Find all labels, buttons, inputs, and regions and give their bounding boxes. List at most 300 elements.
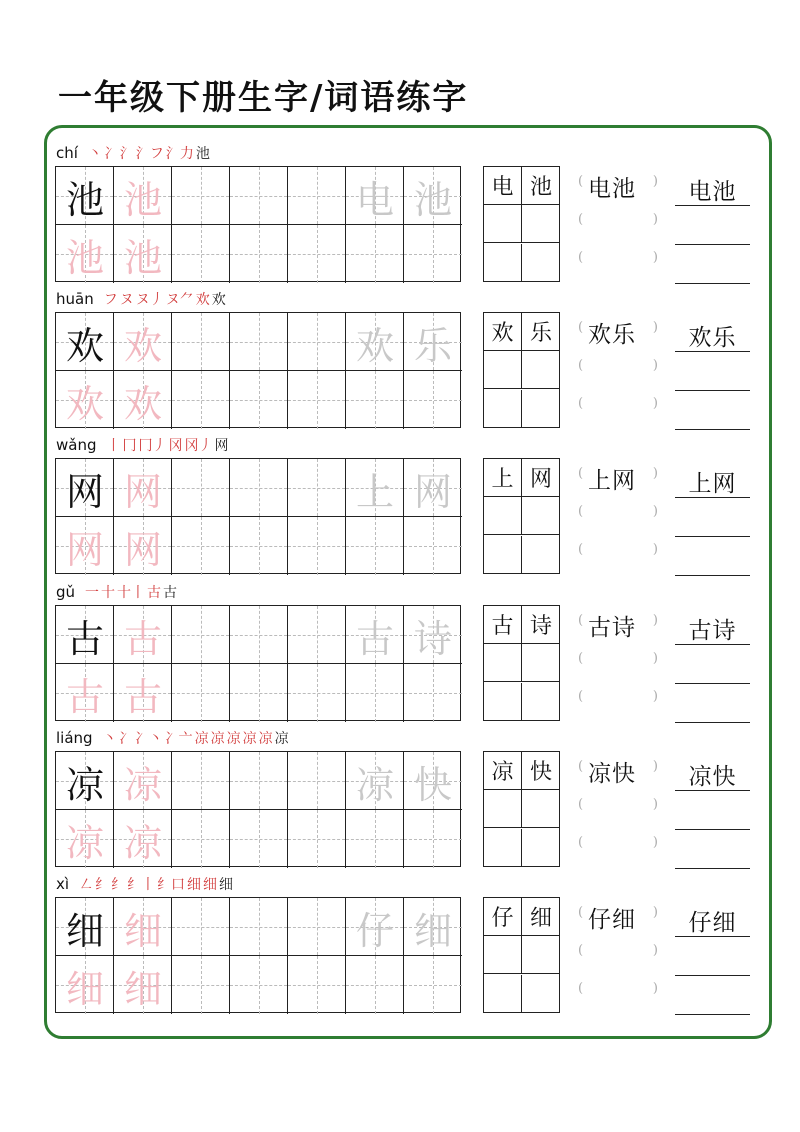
stroke-step: ヌ丿 (135, 292, 164, 308)
word-cell[interactable]: 诗 (522, 606, 560, 644)
paren-blank[interactable] (578, 394, 658, 418)
left-paren: ( (578, 981, 584, 996)
tian-cell[interactable] (404, 313, 462, 371)
tian-cell[interactable] (172, 371, 230, 429)
right-paren: ) (652, 759, 658, 774)
tian-cell[interactable] (56, 459, 114, 517)
tian-cell[interactable] (56, 752, 114, 810)
stroke-step: 凉 (274, 731, 289, 747)
tian-cell[interactable] (172, 810, 230, 868)
word-cell[interactable]: 网 (522, 459, 560, 497)
right-paren: ) (652, 689, 658, 704)
char-section (0, 435, 800, 581)
tian-cell[interactable] (404, 225, 462, 283)
word-cell[interactable] (522, 790, 560, 828)
tian-cell[interactable] (288, 517, 346, 575)
tian-cell[interactable] (172, 898, 230, 956)
right-paren: ) (652, 797, 658, 812)
page-title: 一年级下册生字/词语练字 (58, 78, 469, 118)
word-cell[interactable] (484, 205, 522, 243)
write-line[interactable] (675, 790, 750, 791)
left-paren: ( (578, 835, 584, 850)
tian-cell[interactable] (230, 225, 288, 283)
write-line[interactable] (675, 351, 750, 352)
stroke-step: 池 (195, 146, 210, 162)
word-cell[interactable] (522, 205, 560, 243)
word-cell[interactable]: 乐 (522, 313, 560, 351)
trace-character: 快 (413, 762, 452, 807)
write-line[interactable] (675, 205, 750, 206)
pinyin-stroke-row (56, 581, 177, 603)
tian-cell[interactable] (114, 606, 172, 664)
word-cell[interactable] (484, 351, 522, 389)
stroke-step: 凉 (226, 731, 241, 747)
word-cell[interactable] (522, 644, 560, 682)
tian-cell[interactable] (114, 956, 172, 1014)
word-cell[interactable] (484, 390, 522, 428)
write-line[interactable] (675, 829, 750, 830)
trace-character: 池 (413, 177, 452, 222)
practice-grid (55, 166, 461, 282)
word-cell[interactable]: 细 (522, 898, 560, 936)
model-character: 古 (65, 616, 104, 661)
trace-character: 乐 (413, 323, 452, 368)
trace-character: 欢 (123, 323, 162, 368)
paren-blank (578, 464, 658, 494)
trace-character: 细 (123, 908, 162, 953)
underline-word: 凉快 (688, 764, 737, 790)
paren-word: 仔细 (588, 907, 636, 933)
tian-cell[interactable] (404, 371, 462, 429)
model-character: 欢 (65, 323, 104, 368)
tian-cell[interactable] (288, 225, 346, 283)
word-grid (483, 751, 560, 867)
left-paren: ( (578, 396, 584, 411)
stroke-step: 冂 (122, 438, 137, 454)
trace-character: 网 (413, 469, 452, 514)
paren-blank[interactable] (578, 248, 658, 272)
tian-cell[interactable] (114, 167, 172, 225)
practice-grid (55, 751, 461, 867)
stroke-step: 冫 (103, 146, 118, 162)
stroke-step: 细 (187, 877, 202, 893)
tian-cell[interactable] (56, 167, 114, 225)
practice-grid (55, 458, 461, 574)
underline-word: 仔细 (688, 910, 737, 936)
stroke-step: 一 (85, 585, 100, 601)
tian-cell[interactable] (172, 313, 230, 371)
tian-cell[interactable] (230, 810, 288, 868)
paren-blank (578, 757, 658, 787)
paren-blank (578, 611, 658, 641)
paren-blank (578, 172, 658, 202)
trace-character: 池 (123, 235, 162, 280)
trace-character: 古 (123, 616, 162, 661)
paren-word: 上网 (588, 468, 636, 494)
paren-blank[interactable] (578, 649, 658, 673)
write-line[interactable] (675, 429, 750, 430)
right-paren: ) (652, 358, 658, 373)
word-cell[interactable]: 池 (522, 167, 560, 205)
tian-cell[interactable] (230, 956, 288, 1014)
tian-cell[interactable] (56, 606, 114, 664)
paren-word: 电池 (588, 176, 636, 202)
write-line[interactable] (675, 975, 750, 976)
pinyin-stroke-row (56, 727, 289, 749)
tian-cell[interactable] (230, 459, 288, 517)
left-paren: ( (578, 689, 584, 704)
word-cell[interactable] (484, 829, 522, 867)
tian-cell[interactable] (56, 517, 114, 575)
tian-cell[interactable] (56, 956, 114, 1014)
pinyin-label: huān (56, 290, 94, 308)
tian-cell[interactable] (288, 956, 346, 1014)
write-line[interactable] (675, 936, 750, 937)
tian-cell[interactable] (56, 664, 114, 722)
tian-cell[interactable] (288, 167, 346, 225)
tian-cell[interactable] (346, 606, 404, 664)
write-line[interactable] (675, 390, 750, 391)
tian-cell[interactable] (404, 459, 462, 517)
stroke-step: 古 (147, 585, 162, 601)
word-grid (483, 312, 560, 428)
tian-cell[interactable] (346, 459, 404, 517)
pinyin-label: gǔ (56, 583, 76, 601)
stroke-step: 纟 (111, 877, 126, 893)
tian-cell[interactable] (230, 167, 288, 225)
right-paren: ) (652, 504, 658, 519)
left-paren: ( (578, 466, 584, 481)
word-cell[interactable] (484, 536, 522, 574)
stroke-step: 十 (101, 585, 116, 601)
trace-character: 凉 (123, 820, 162, 865)
word-cell[interactable] (522, 975, 560, 1013)
word-cell[interactable] (522, 683, 560, 721)
tian-cell[interactable] (114, 517, 172, 575)
tian-cell[interactable] (172, 606, 230, 664)
tian-cell[interactable] (404, 606, 462, 664)
paren-blank[interactable] (578, 833, 658, 857)
write-line[interactable] (675, 536, 750, 537)
word-grid (483, 458, 560, 574)
tian-cell[interactable] (346, 956, 404, 1014)
paren-word: 欢乐 (588, 322, 636, 348)
left-paren: ( (578, 651, 584, 666)
char-section (0, 874, 800, 1020)
left-paren: ( (578, 943, 584, 958)
word-cell[interactable] (484, 936, 522, 974)
pinyin-stroke-row (56, 873, 233, 895)
stroke-step: 冂丿 (138, 438, 167, 454)
stroke-order (88, 143, 210, 163)
tian-cell[interactable] (56, 810, 114, 868)
paren-blank[interactable] (578, 502, 658, 526)
paren-blank[interactable] (578, 210, 658, 234)
right-paren: ) (652, 943, 658, 958)
trace-character: 网 (65, 527, 104, 572)
stroke-step: ㇜ (79, 877, 94, 893)
right-paren: ) (652, 212, 658, 227)
tian-cell[interactable] (230, 898, 288, 956)
word-cell[interactable] (484, 244, 522, 282)
tian-cell[interactable] (114, 225, 172, 283)
stroke-step: フ (103, 292, 118, 308)
tian-cell[interactable] (404, 956, 462, 1014)
left-paren: ( (578, 250, 584, 265)
word-cell[interactable]: 仔 (484, 898, 522, 936)
stroke-step: 凉 (210, 731, 225, 747)
write-line[interactable] (675, 244, 750, 245)
paren-blank (578, 903, 658, 933)
trace-character: 池 (65, 235, 104, 280)
tian-cell[interactable] (346, 752, 404, 810)
tian-cell[interactable] (288, 752, 346, 810)
trace-character: 古 (65, 674, 104, 719)
right-paren: ) (652, 981, 658, 996)
stroke-order (85, 582, 177, 602)
write-line[interactable] (675, 722, 750, 723)
paren-blank[interactable] (578, 795, 658, 819)
model-character: 网 (65, 469, 104, 514)
right-paren: ) (652, 174, 658, 189)
right-paren: ) (652, 613, 658, 628)
write-line[interactable] (675, 283, 750, 284)
tian-cell[interactable] (114, 752, 172, 810)
stroke-step: 氵 (119, 146, 134, 162)
tian-cell[interactable] (288, 664, 346, 722)
left-paren: ( (578, 174, 584, 189)
paren-blank (578, 318, 658, 348)
stroke-step: 纟 (95, 877, 110, 893)
tian-cell[interactable] (404, 167, 462, 225)
trace-character: 电 (355, 177, 394, 222)
left-paren: ( (578, 504, 584, 519)
word-cell[interactable] (522, 829, 560, 867)
word-cell[interactable] (522, 536, 560, 574)
tian-cell[interactable] (56, 313, 114, 371)
word-cell[interactable] (484, 644, 522, 682)
write-line[interactable] (675, 1014, 750, 1015)
word-cell[interactable] (484, 975, 522, 1013)
word-cell[interactable] (522, 390, 560, 428)
word-cell[interactable] (522, 497, 560, 535)
tian-cell[interactable] (404, 898, 462, 956)
trace-character: 凉 (123, 762, 162, 807)
pinyin-label: liáng (56, 729, 93, 747)
trace-character: 细 (123, 966, 162, 1011)
tian-cell[interactable] (404, 664, 462, 722)
word-cell[interactable] (484, 683, 522, 721)
tian-cell[interactable] (346, 167, 404, 225)
write-line[interactable] (675, 497, 750, 498)
stroke-step: 冈丿 (184, 438, 213, 454)
pinyin-label: xì (56, 875, 70, 893)
left-paren: ( (578, 759, 584, 774)
stroke-step: ヌ⺈ (165, 292, 194, 308)
tian-cell[interactable] (346, 371, 404, 429)
word-cell[interactable]: 凉 (484, 752, 522, 790)
tian-cell[interactable] (172, 225, 230, 283)
left-paren: ( (578, 212, 584, 227)
stroke-step: 氵フ (135, 146, 164, 162)
word-cell[interactable] (484, 790, 522, 828)
tian-cell[interactable] (404, 517, 462, 575)
right-paren: ) (652, 320, 658, 335)
trace-character: 网 (123, 527, 162, 572)
trace-character: 凉 (65, 820, 104, 865)
stroke-step: 纟丨 (127, 877, 156, 893)
trace-character: 欢 (355, 323, 394, 368)
stroke-step: ヌ (119, 292, 134, 308)
tian-cell[interactable] (230, 606, 288, 664)
model-character: 细 (65, 908, 104, 953)
tian-cell[interactable] (114, 664, 172, 722)
tian-cell[interactable] (230, 517, 288, 575)
paren-blank[interactable] (578, 687, 658, 711)
stroke-step: 丶 (87, 146, 102, 162)
char-section (0, 143, 800, 289)
word-grid (483, 166, 560, 282)
stroke-step: 纟口 (157, 877, 186, 893)
trace-character: 上 (355, 469, 394, 514)
tian-cell[interactable] (230, 371, 288, 429)
tian-cell[interactable] (172, 517, 230, 575)
pinyin-label: wǎng (56, 436, 97, 454)
word-cell[interactable]: 欢 (484, 313, 522, 351)
left-paren: ( (578, 542, 584, 557)
tian-cell[interactable] (346, 810, 404, 868)
word-cell[interactable]: 电 (484, 167, 522, 205)
pinyin-stroke-row (56, 142, 210, 164)
word-cell[interactable] (484, 497, 522, 535)
stroke-step: 细 (203, 877, 218, 893)
tian-cell[interactable] (404, 810, 462, 868)
stroke-step: 氵力 (165, 146, 194, 162)
trace-character: 欢 (65, 381, 104, 426)
tian-cell[interactable] (172, 459, 230, 517)
tian-cell[interactable] (288, 371, 346, 429)
left-paren: ( (578, 613, 584, 628)
trace-character: 古 (123, 674, 162, 719)
stroke-order (107, 435, 229, 455)
tian-cell[interactable] (346, 225, 404, 283)
stroke-step: 丶 (102, 731, 117, 747)
tian-cell[interactable] (288, 313, 346, 371)
word-cell[interactable] (522, 351, 560, 389)
right-paren: ) (652, 651, 658, 666)
tian-cell[interactable] (114, 898, 172, 956)
tian-cell[interactable] (288, 898, 346, 956)
tian-cell[interactable] (114, 371, 172, 429)
tian-cell[interactable] (56, 898, 114, 956)
left-paren: ( (578, 320, 584, 335)
underline-word: 欢乐 (688, 325, 737, 351)
tian-cell[interactable] (56, 225, 114, 283)
right-paren: ) (652, 835, 658, 850)
practice-grid (55, 312, 461, 428)
tian-cell[interactable] (288, 459, 346, 517)
tian-cell[interactable] (172, 956, 230, 1014)
paren-blank[interactable] (578, 979, 658, 1003)
pinyin-label: chí (56, 144, 78, 162)
tian-cell[interactable] (230, 752, 288, 810)
write-line[interactable] (675, 868, 750, 869)
tian-cell[interactable] (288, 606, 346, 664)
trace-character: 细 (65, 966, 104, 1011)
word-cell[interactable]: 古 (484, 606, 522, 644)
tian-cell[interactable] (346, 517, 404, 575)
tian-cell[interactable] (114, 459, 172, 517)
tian-cell[interactable] (346, 664, 404, 722)
write-line[interactable] (675, 575, 750, 576)
write-line[interactable] (675, 644, 750, 645)
tian-cell[interactable] (346, 313, 404, 371)
pinyin-stroke-row (56, 288, 226, 310)
tian-cell[interactable] (230, 313, 288, 371)
stroke-step: 古 (163, 585, 178, 601)
stroke-step: 凉 (258, 731, 273, 747)
word-cell[interactable]: 快 (522, 752, 560, 790)
stroke-step: 丨 (106, 438, 121, 454)
tian-cell[interactable] (288, 810, 346, 868)
tian-cell[interactable] (56, 371, 114, 429)
stroke-step: 十丨 (117, 585, 146, 601)
trace-character: 池 (123, 177, 162, 222)
paren-blank[interactable] (578, 356, 658, 380)
underline-word: 上网 (688, 471, 737, 497)
right-paren: ) (652, 542, 658, 557)
trace-character: 仔 (355, 908, 394, 953)
trace-character: 网 (123, 469, 162, 514)
stroke-step: 凉 (242, 731, 257, 747)
left-paren: ( (578, 797, 584, 812)
stroke-step: 冫丶 (134, 731, 163, 747)
word-cell[interactable] (522, 244, 560, 282)
underline-word: 古诗 (688, 618, 737, 644)
stroke-step: 欢 (211, 292, 226, 308)
tian-cell[interactable] (172, 752, 230, 810)
right-paren: ) (652, 905, 658, 920)
word-grid (483, 605, 560, 721)
word-cell[interactable]: 上 (484, 459, 522, 497)
tian-cell[interactable] (114, 810, 172, 868)
trace-character: 细 (413, 908, 452, 953)
right-paren: ) (652, 250, 658, 265)
paren-blank[interactable] (578, 941, 658, 965)
tian-cell[interactable] (230, 664, 288, 722)
write-line[interactable] (675, 683, 750, 684)
paren-blank[interactable] (578, 540, 658, 564)
tian-cell[interactable] (172, 664, 230, 722)
left-paren: ( (578, 358, 584, 373)
stroke-step: 网 (214, 438, 229, 454)
tian-cell[interactable] (346, 898, 404, 956)
tian-cell[interactable] (404, 752, 462, 810)
stroke-step: 冫 (118, 731, 133, 747)
tian-cell[interactable] (114, 313, 172, 371)
stroke-order (103, 728, 289, 748)
tian-cell[interactable] (172, 167, 230, 225)
word-grid (483, 897, 560, 1013)
word-cell[interactable] (522, 936, 560, 974)
model-character: 凉 (65, 762, 104, 807)
char-section (0, 289, 800, 435)
trace-character: 古 (355, 616, 394, 661)
paren-word: 古诗 (588, 615, 636, 641)
stroke-step: 细 (219, 877, 234, 893)
practice-grid (55, 897, 461, 1013)
underline-word: 电池 (688, 179, 737, 205)
